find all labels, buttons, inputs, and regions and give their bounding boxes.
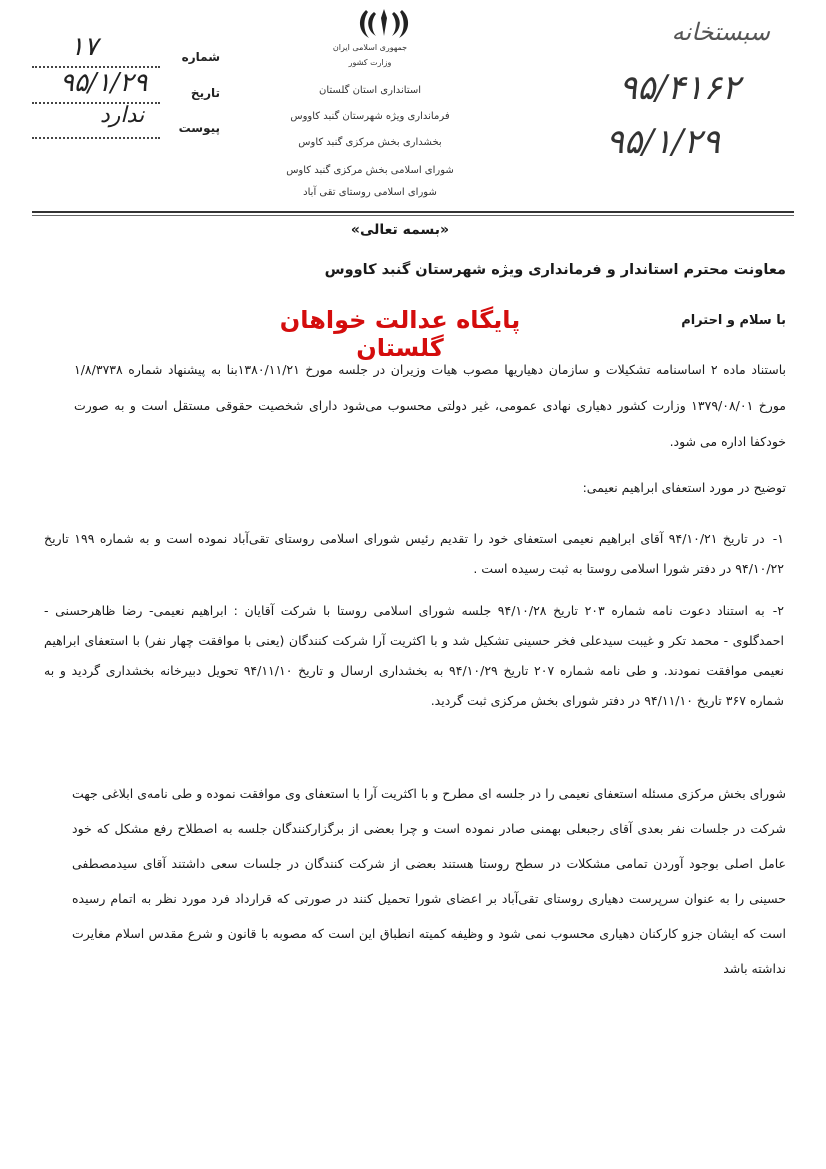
addressee: معاونت محترم استاندار و فرمانداری ویژه شهرستان گنبد کاووس (324, 262, 786, 278)
letterhead-line: شورای اسلامی بخش مرکزی گنبد کاوس (286, 165, 454, 176)
number-value: ۱۷ (70, 32, 98, 62)
list-item (44, 524, 784, 584)
item-number: ۲- (772, 603, 784, 618)
date-value: ۹۵/۱/۲۹ (60, 68, 148, 98)
number-label: شماره (181, 50, 220, 64)
letterhead-republic: جمهوری اسلامی ایران (332, 43, 408, 52)
explanation-heading: توضیح در مورد استعفای ابراهیم نعیمی: (582, 480, 786, 495)
letterhead-line: استانداری استان گلستان (318, 85, 421, 96)
list-item (44, 596, 784, 716)
closing-paragraph: شورای بخش مرکزی مسئله استعفای نعیمی را در جلسه ای مطرح و با اکثریت آرا با استعفای وی موافقت نموده و طی نامه‌ی ابلاغی جهت شرکت در جلسات نفر بعدی آقای رجبعلی بهمنی صادر نموده است و چرا بعضی از برگزارکنندگان جلسه به اصطلاح رفع مشکل که خود عامل اصلی بوجود آوردن تمامی مشکلات در سطح روستا هستند بعضی از شرکت کنندگان در جلسات سعی داشتند آقای سیدمصطفی حسینی را به عنوان سرپرست دهیاری روستای تقی‌آباد بر اعضای شورا تحمیل کنند در صورتی که قرارداد فرد مورد نظر به اتمام رسیده است که ایشان جزو کارکنان دهیاری محسوب نمی شود و وظیفه کمیته انطباق این است که مصوبه با قانون و شرع مقدس اسلام مغایرت نداشته باشد (72, 786, 786, 976)
registry-note-line3: ۹۵/۱/۲۹ (605, 122, 720, 162)
item-text: در تاریخ ۹۴/۱۰/۲۱ آقای ابراهیم نعیمی استعفای خود را تقدیم رئیس شورای اسلامی روستای تقی‌آباد نموده است و به شماره ۱۹۹ تاریخ ۹۴/۱۰/۲۲ در دفتر شورا اسلامی روستا به ثبت رسیده است . (44, 531, 784, 576)
meta-attachment (30, 103, 220, 141)
attachment-value: ندارد (100, 103, 145, 128)
letterhead-line: شورای اسلامی روستای تقی آباد (303, 187, 437, 198)
item-text: به استناد دعوت نامه شماره ۲۰۳ تاریخ ۹۴/۱۰/۲۸ جلسه شورای اسلامی روستا با شرکت آقایان : ابراهیم نعیمی- رضا ظاهرحسنی - احمدگلوی - محمد تکر و غیبت سیدعلی فخر حسینی تشکیل شد و با اکثریت آرا شرکت کنندگان (یعنی با موافقت چهار نفر) با استعفای ابراهیم نعیمی موافقت نمودند. و طی نامه شماره ۲۰۷ تاریخ ۹۴/۱۰/۲۹ به بخشداری ارسال و تاریخ ۹۴/۱۱/۱۰ تحویل دبیرخانه بخشداری گردید و به شماره ۳۶۷ تاریخ ۹۴/۱۱/۱۰ در دفتر شورای بخش مرکزی ثبت گردید. (44, 603, 785, 708)
registry-note (570, 12, 810, 182)
header-divider (32, 211, 794, 213)
header-divider (32, 215, 794, 216)
letterhead-ministry: وزارت کشور (348, 58, 392, 67)
date-label: تاریخ (190, 86, 220, 100)
meta-number (30, 32, 220, 70)
registry-note-line1: سبستخانه (671, 18, 770, 46)
intro-paragraph: باستناد ماده ۲ اساسنامه تشکیلات و سازمان دهیاریها مصوب هیات وزیران در جلسه مورخ ۱۳۸۰/۱۱/۲۱بنا به پیشنهاد شماره ۱/۸/۳۷۳۸ مورخ ۱۳۷۹/۰۸/۰۱ وزارت کشور دهیاری نهادی عمومی، غیر دولتی محسوب می‌شود دارای شخصیت حقوقی مستقل است و به صورت خودکفا اداره می شود. (74, 362, 786, 449)
letterhead-line: بخشداری بخش مرکزی گنبد کاوس (298, 137, 442, 148)
letterhead-line: فرمانداری ویژه شهرستان گنبد کاووس (290, 111, 450, 122)
dotted-line (32, 137, 160, 139)
watermark-heading: پایگاه عدالت خواهان گلستان (279, 306, 521, 362)
attachment-label: پیوست (178, 121, 220, 135)
registry-note-line2: ۹۵/۴۱۶۲ (618, 68, 740, 108)
item-number: ۱- (772, 531, 784, 546)
basmala: «بسمه تعالی» (350, 222, 450, 238)
greeting: با سلام و احترام (681, 313, 786, 328)
letterhead (255, 42, 485, 218)
emblem-icon (354, 6, 414, 42)
